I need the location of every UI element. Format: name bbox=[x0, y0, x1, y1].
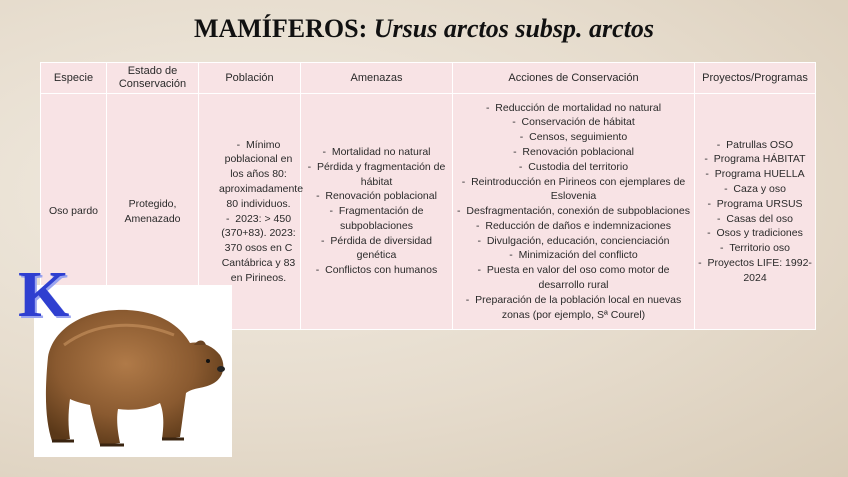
poblacion-list bbox=[201, 138, 304, 286]
title-species: Ursus arctos subsp. arctos bbox=[373, 14, 655, 43]
header-proyectos: Proyectos/Programas bbox=[695, 63, 816, 94]
title-prefix: MAMÍFEROS: bbox=[193, 14, 374, 43]
list-item: - Casas del oso bbox=[697, 212, 813, 227]
acciones-list bbox=[455, 101, 692, 323]
cell-proyectos bbox=[695, 94, 816, 330]
logo-letter: K bbox=[18, 258, 70, 331]
list-item: - Censos, seguimiento bbox=[455, 130, 692, 145]
cell-amenazas bbox=[301, 94, 453, 330]
cell-acciones bbox=[453, 94, 695, 330]
list-item: - Mortalidad no natural bbox=[303, 145, 450, 160]
proyectos-list bbox=[697, 138, 813, 286]
list-item: - Reintroducción en Pirineos con ejemplares de Eslovenia bbox=[455, 175, 692, 205]
list-item: - Programa HUELLA bbox=[697, 167, 813, 182]
list-item: - Programa URSUS bbox=[697, 197, 813, 212]
list-item: - Caza y oso bbox=[697, 182, 813, 197]
list-item: - Renovación poblacional bbox=[303, 189, 450, 204]
list-item: - Minimización del conflicto bbox=[455, 248, 692, 263]
list-item: - Puesta en valor del oso como motor de desarrollo rural bbox=[455, 263, 692, 293]
list-item: - Conflictos con humanos bbox=[303, 263, 450, 278]
list-item: - Custodia del territorio bbox=[455, 160, 692, 175]
list-item: - Reducción de daños e indemnizaciones bbox=[455, 219, 692, 234]
header-row bbox=[41, 63, 816, 94]
amenazas-list bbox=[303, 145, 450, 278]
header-acciones: Acciones de Conservación bbox=[453, 63, 695, 94]
list-item: - Conservación de hábitat bbox=[455, 115, 692, 130]
header-especie: Especie bbox=[41, 63, 107, 94]
list-item: - Desfragmentación, conexión de subpoblaciones bbox=[455, 204, 692, 219]
list-item: - Territorio oso bbox=[697, 241, 813, 256]
slide-title bbox=[0, 14, 848, 44]
list-item: - Mínimo poblacional en los años 80: aproximadamente 80 individuos. bbox=[201, 138, 298, 212]
list-item: - Osos y tradiciones bbox=[697, 226, 813, 241]
list-item: - Proyectos LIFE: 1992-2024 bbox=[697, 256, 813, 286]
header-poblacion: Población bbox=[199, 63, 301, 94]
list-item: - Pérdida de diversidad genética bbox=[303, 234, 450, 264]
list-item: - Divulgación, educación, concienciación bbox=[455, 234, 692, 249]
list-item: - Reducción de mortalidad no natural bbox=[455, 101, 692, 116]
list-item: - Preparación de la población local en nuevas zonas (por ejemplo, Sª Courel) bbox=[455, 293, 692, 323]
header-amenazas: Amenazas bbox=[301, 63, 453, 94]
list-item: - Renovación poblacional bbox=[455, 145, 692, 160]
header-estado: Estado de Conservación bbox=[107, 63, 199, 94]
list-item: - Fragmentación de subpoblaciones bbox=[303, 204, 450, 234]
list-item: - Programa HÁBITAT bbox=[697, 152, 813, 167]
list-item: - Pérdida y fragmentación de hábitat bbox=[303, 160, 450, 190]
cell-especie: Oso pardo bbox=[41, 94, 107, 330]
list-item: - Patrullas OSO bbox=[697, 138, 813, 153]
cell-estado: Protegido, Amenazado bbox=[107, 94, 199, 330]
list-item: - 2023: > 450 (370+83). 2023: 370 osos en C Cantábrica y 83 en Pirineos. bbox=[201, 212, 298, 286]
